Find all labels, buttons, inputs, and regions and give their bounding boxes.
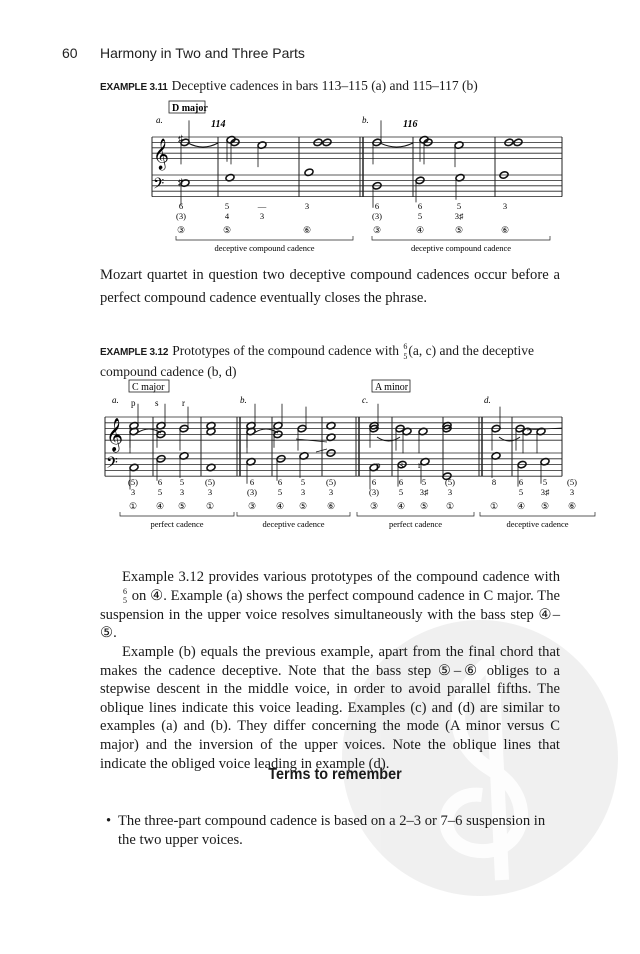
example-label: EXAMPLE 3.11 xyxy=(100,82,168,93)
part-letter: d. xyxy=(484,395,491,405)
body-text xyxy=(100,568,560,773)
example-3-12-score xyxy=(0,375,640,540)
figured-bass: (5) xyxy=(567,477,577,487)
tie xyxy=(188,143,218,147)
figured-bass: 6 xyxy=(398,477,404,487)
running-header xyxy=(62,45,305,61)
scale-degree: ③ xyxy=(247,501,257,511)
bass-clef-icon: 𝄢 xyxy=(153,176,165,196)
figured-bass: (5) xyxy=(205,477,215,487)
figured-bass: 3 xyxy=(207,487,213,497)
figured-bass: (3) xyxy=(369,487,379,497)
bracket-label: perfect cadence xyxy=(150,519,204,529)
bracket-label: deceptive compound cadence xyxy=(214,243,315,253)
figured-bass: 5 xyxy=(224,201,230,211)
figured-bass: (5) xyxy=(326,477,336,487)
paragraph: Example (b) equals the previous example, apart from the final chord that makes the cadence deceptive. Note that the bass step ⑤–⑥ obliges to a stepwise descent in the middle voice, in order to avoid parallel fifths. The oblique lines indicate this voice leading. Examples (c) and (d) are similar to examples (a) and (b). They differ concerning the mode (A minor versus C major) and the inversion of the upper voices. Note the oblique lines that indicate the obliged voice leading in example (d). xyxy=(100,643,560,772)
running-title: Harmony in Two and Three Parts xyxy=(100,45,305,61)
key-signature-sharp: ♯ xyxy=(178,133,183,145)
scale-degree: ⑤ xyxy=(540,501,550,511)
scale-degree: ④ xyxy=(396,501,406,511)
figured-bass: 3 xyxy=(502,201,508,211)
bracket xyxy=(480,512,595,516)
frac-bottom: 5 xyxy=(403,351,408,361)
treble-clef-icon: 𝄞 xyxy=(153,138,169,169)
text: on ④. Example (a) shows the perfect compound cadence in C major. The suspension in the upper voice resolves simultaneously with the bass step ④–⑤. xyxy=(100,587,560,642)
figured-bass: (3) xyxy=(247,487,257,497)
scale-degree: ① xyxy=(128,501,138,511)
figure-fraction xyxy=(403,342,407,361)
figured-bass: 5 xyxy=(456,201,462,211)
text: Example 3.12 provides various prototypes of the compound cadence with xyxy=(122,569,560,585)
frac-top: 6 xyxy=(403,342,408,352)
scale-degree: ④ xyxy=(415,225,425,235)
example-label: EXAMPLE 3.12 xyxy=(100,347,169,358)
figured-bass: — xyxy=(257,201,267,211)
bullet-icon: • xyxy=(106,813,112,829)
figured-bass: 3 xyxy=(259,211,265,221)
key-signature-sharp: ♯ xyxy=(178,177,183,189)
part-letter: a. xyxy=(112,395,119,405)
scale-degree: ⑤ xyxy=(177,501,187,511)
figured-bass: 5 xyxy=(179,477,185,487)
bar-number: 116 xyxy=(403,119,418,130)
paragraph xyxy=(100,568,560,643)
figured-bass: 5 xyxy=(300,477,306,487)
scale-degree: ⑥ xyxy=(567,501,577,511)
scale-degree: ⑤ xyxy=(222,225,232,235)
terms-list-item xyxy=(106,812,560,849)
scale-degree: ⑤ xyxy=(298,501,308,511)
caption-text: Deceptive cadences in bars 113–115 (a) and 115–117 (b) xyxy=(171,78,478,93)
list-item-text: The three-part compound cadence is based on a 2–3 or 7–6 suspension in the two upper voices. xyxy=(118,813,546,848)
treble-clef-icon: 𝄞 xyxy=(106,419,124,452)
scale-degree: ③ xyxy=(372,225,382,235)
scale-degree: ④ xyxy=(516,501,526,511)
bracket-label: perfect cadence xyxy=(388,519,443,529)
section-heading: Terms to remember xyxy=(268,766,402,783)
scale-degree: ⑥ xyxy=(326,501,336,511)
part-letter: b. xyxy=(362,115,369,125)
figured-bass: 8 xyxy=(491,477,497,487)
part-letter: c. xyxy=(362,395,369,405)
caption-text: (a, c) and the deceptive compound cadence (b, d) xyxy=(100,343,534,379)
figured-bass: 3 xyxy=(304,201,310,211)
figured-bass: 5 xyxy=(157,487,163,497)
paragraph-mozart xyxy=(100,264,560,310)
scale-degree: ③ xyxy=(176,225,186,235)
figured-bass: 4 xyxy=(224,211,230,221)
figured-bass: 6 xyxy=(374,201,380,211)
figured-bass: 3 xyxy=(179,487,185,497)
figured-bass: 6 xyxy=(178,201,184,211)
suspension-mark: r xyxy=(418,460,421,470)
scale-degree: ① xyxy=(445,501,455,511)
example-3-11-caption xyxy=(100,77,560,97)
bracket-label: deceptive compound cadence xyxy=(410,243,512,253)
figured-bass: 3 xyxy=(569,487,575,497)
figured-bass: 6 xyxy=(249,477,255,487)
bracket xyxy=(237,512,350,516)
figured-bass: 3♯ xyxy=(454,211,464,221)
figured-bass: (5) xyxy=(445,477,455,487)
figured-bass: 5 xyxy=(277,487,283,497)
figured-bass: 6 xyxy=(157,477,163,487)
bracket-label: deceptive cadence xyxy=(262,519,325,529)
caption-text: Prototypes of the compound cadence with xyxy=(172,343,400,358)
paragraph-text: Mozart quartet in question two deceptive compound cadences occur before a perfect compound cadence eventually closes the phrase. xyxy=(100,267,560,306)
bracket-label: deceptive cadence xyxy=(506,519,569,529)
part-letter: a. xyxy=(156,115,163,125)
key-label: D major xyxy=(172,103,208,114)
bracket xyxy=(372,236,550,240)
frac-top: 6 xyxy=(123,586,127,596)
page-number: 60 xyxy=(62,45,78,61)
figured-bass: 5 xyxy=(398,487,404,497)
figured-bass: (3) xyxy=(372,211,382,221)
bar-number: 114 xyxy=(211,119,226,130)
scale-degree: ⑤ xyxy=(454,225,464,235)
scale-degree: ④ xyxy=(155,501,165,511)
figured-bass: 3♯ xyxy=(540,487,550,497)
scale-degree: ① xyxy=(205,501,215,511)
figured-bass: 6 xyxy=(371,477,377,487)
scale-degree: ④ xyxy=(275,501,285,511)
scale-degree: ⑥ xyxy=(302,225,312,235)
bracket xyxy=(120,512,234,516)
figured-bass: (3) xyxy=(176,211,186,221)
suspension-mark: p xyxy=(131,398,136,408)
figured-bass: 6 xyxy=(518,477,524,487)
bass-clef-icon: 𝄢 xyxy=(106,454,118,476)
figured-bass: 3♯ xyxy=(419,487,429,497)
figured-bass: (5) xyxy=(128,477,138,487)
frac-bottom: 5 xyxy=(123,596,127,606)
part-letter: b. xyxy=(240,395,247,405)
suspension-mark: r xyxy=(182,398,185,408)
suspension-mark: s xyxy=(400,460,404,470)
scale-degree: ⑤ xyxy=(419,501,429,511)
example-3-11-score xyxy=(0,95,640,260)
bracket xyxy=(357,512,474,516)
tie xyxy=(380,143,413,147)
key-label: A minor xyxy=(375,382,409,393)
figured-bass: 5 xyxy=(421,477,427,487)
bracket xyxy=(176,236,353,240)
figured-bass: 5 xyxy=(417,211,423,221)
scale-degree: ③ xyxy=(369,501,379,511)
scale-degree: ① xyxy=(489,501,499,511)
figured-bass: 5 xyxy=(518,487,524,497)
suspension-mark: p xyxy=(376,460,381,470)
figured-bass: 6 xyxy=(277,477,283,487)
figured-bass: 6 xyxy=(417,201,423,211)
key-label: C major xyxy=(132,382,165,393)
scale-degree: ⑥ xyxy=(500,225,510,235)
figured-bass: 3 xyxy=(300,487,306,497)
figured-bass: 3 xyxy=(447,487,453,497)
figured-bass: 3 xyxy=(130,487,136,497)
suspension-mark: s xyxy=(155,398,159,408)
figure-fraction xyxy=(101,587,127,606)
figured-bass: 3 xyxy=(328,487,334,497)
figured-bass: 5 xyxy=(542,477,548,487)
